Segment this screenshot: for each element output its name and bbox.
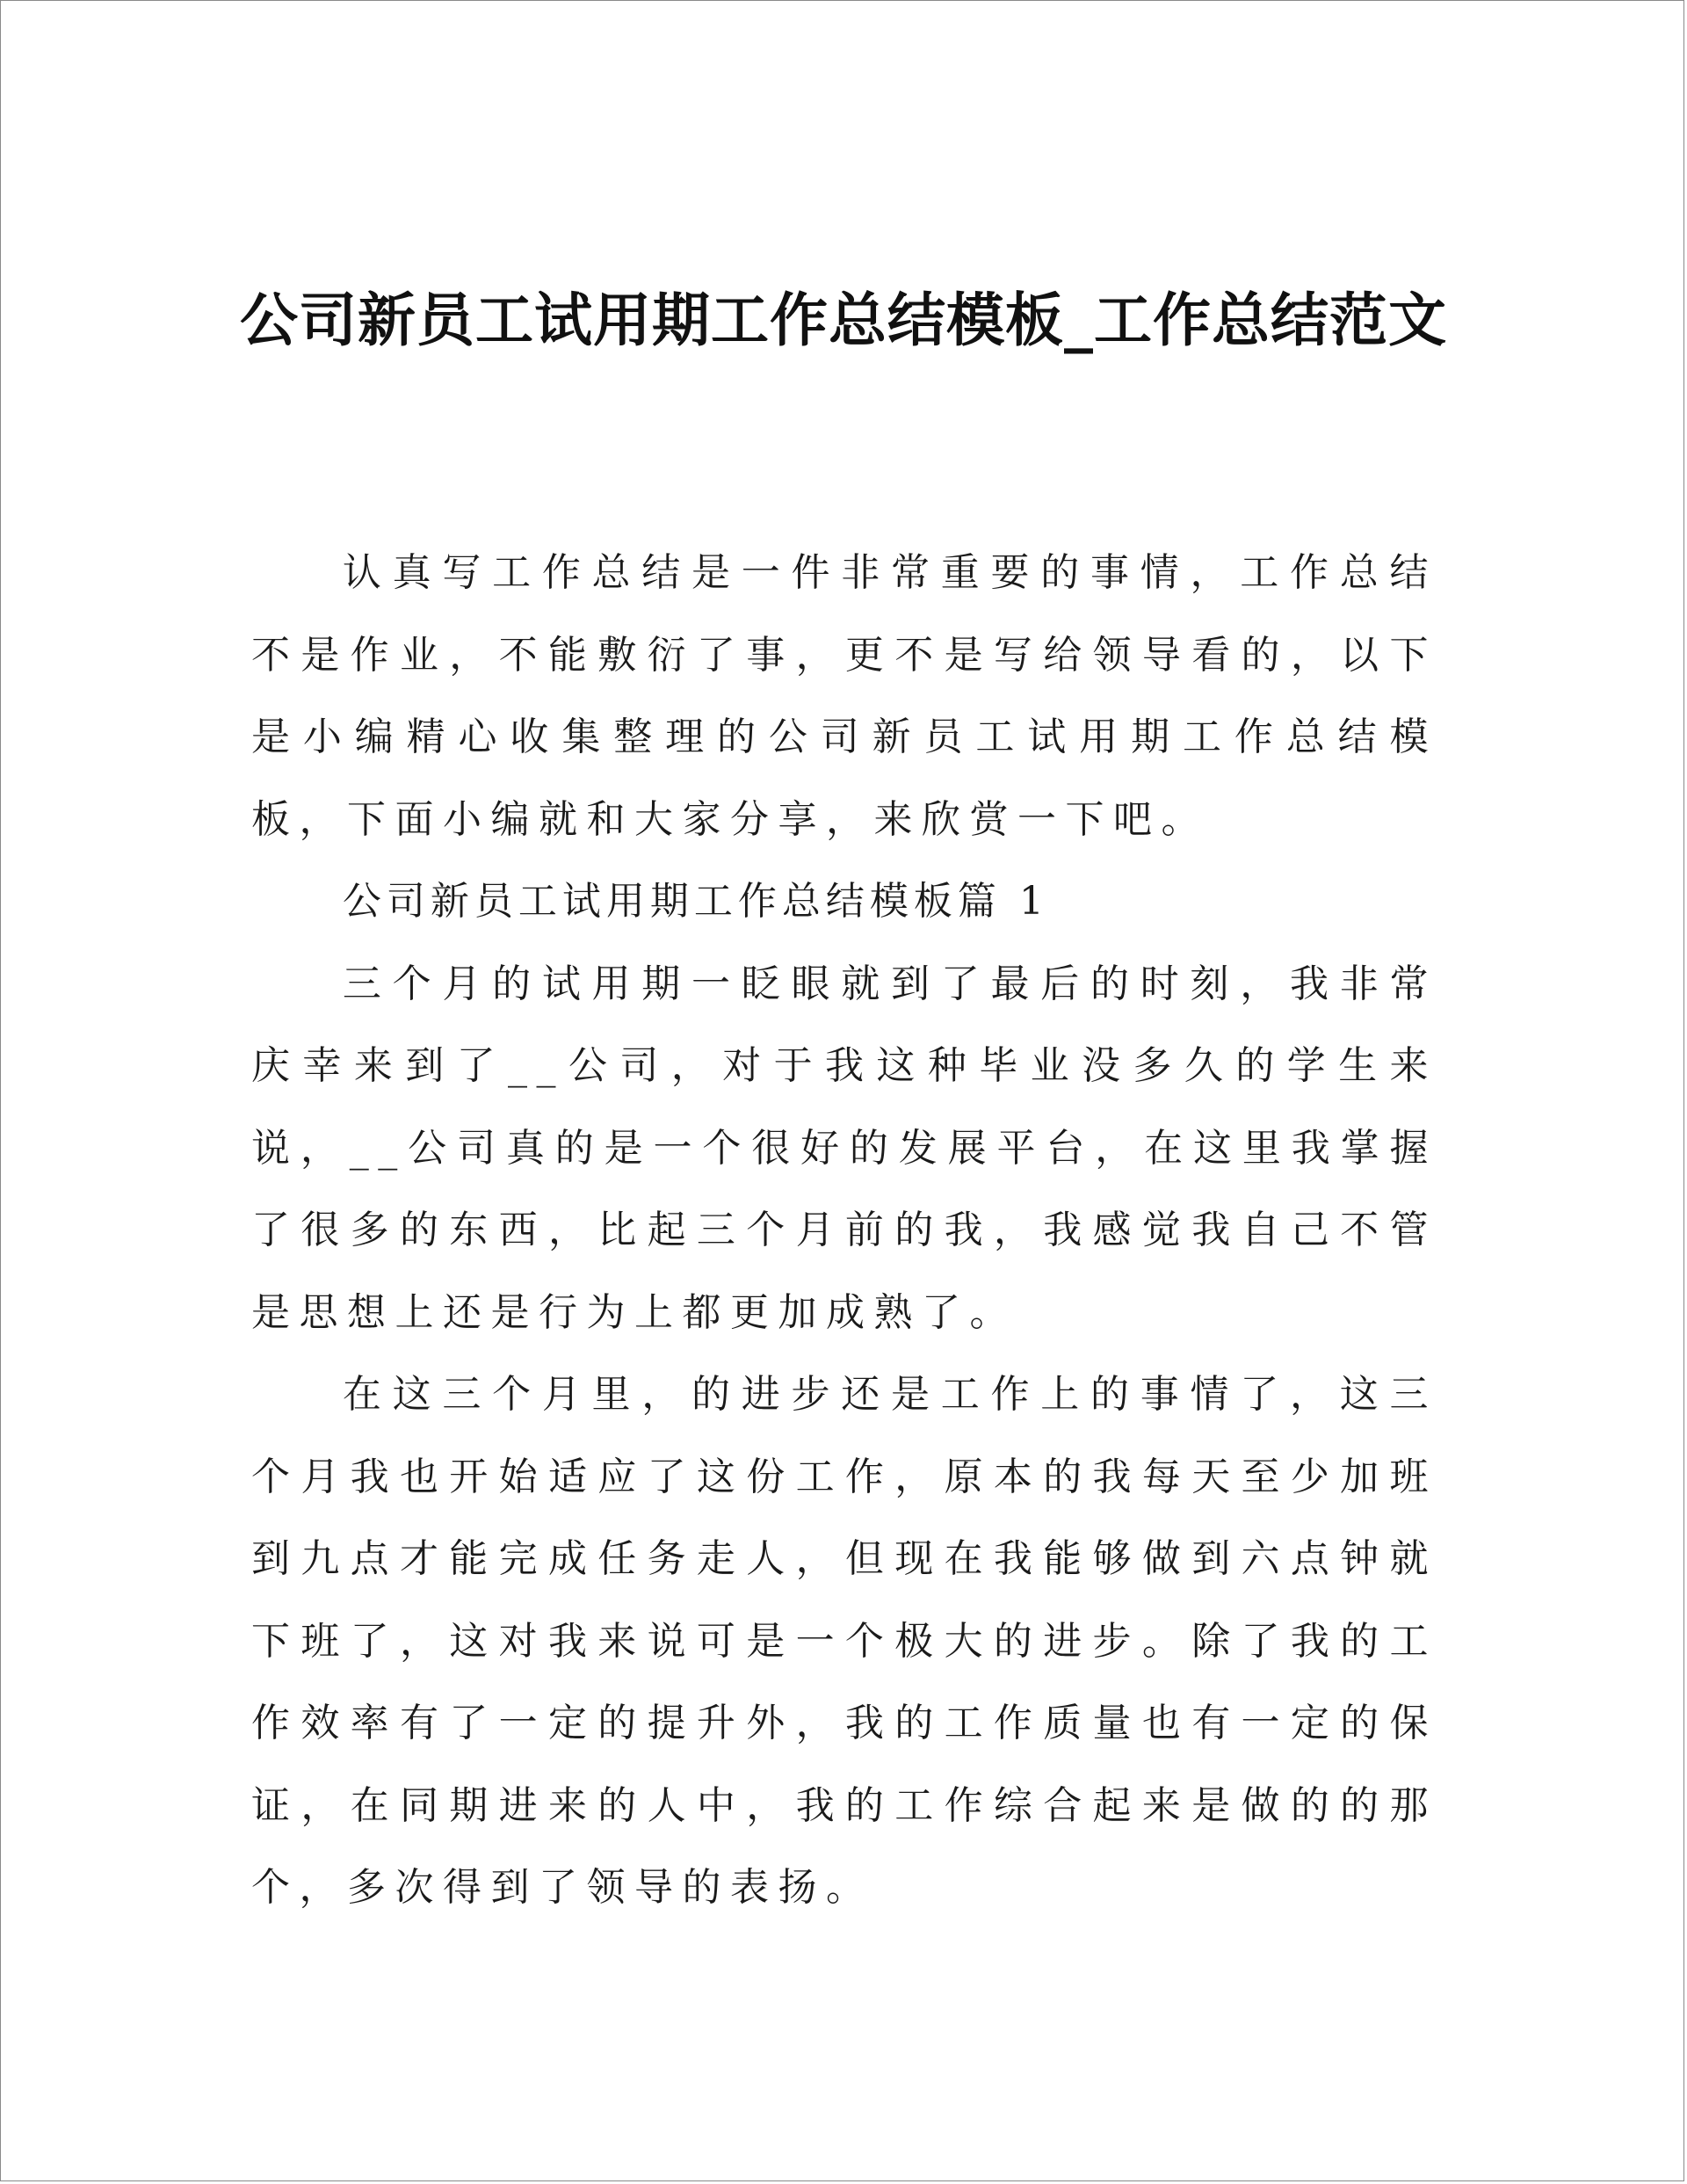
- document-body: [251, 532, 1437, 1929]
- intro-paragraph: 认真写工作总结是一件非常重要的事情，工作总结不是作业，不能敷衍了事，更不是写给领导看的，以下是小编精心收集整理的公司新员工试用期工作总结模板，下面小编就和大家分享，来欣赏一下吧。: [251, 550, 1437, 842]
- section-heading: 公司新员工试用期工作总结模板篇 1: [342, 879, 1049, 924]
- document-title: 公司新员工试用期工作总结模板_工作总结范文: [240, 287, 1447, 354]
- body-paragraph: 在这三个月里，的进步还是工作上的事情了，这三个月我也开始适应了这份工作，原本的我每天至少加班到九点才能完成任务走人，但现在我能够做到六点钟就下班了，这对我来说可是一个极大的进步。除了我的工作效率有了一定的提升外，我的工作质量也有一定的保证，在同期进来的人中，我的工作综合起来是做的的那个，多次得到了领导的表扬。: [251, 1372, 1437, 1910]
- body-paragraph: 三个月的试用期一眨眼就到了最后的时刻，我非常庆幸来到了__公司，对于我这种毕业没多久的学生来说，__公司真的是一个很好的发展平台，在这里我掌握了很多的东西，比起三个月前的我，我感觉我自己不管是思想上还是行为上都更加成熟了。: [251, 961, 1437, 1335]
